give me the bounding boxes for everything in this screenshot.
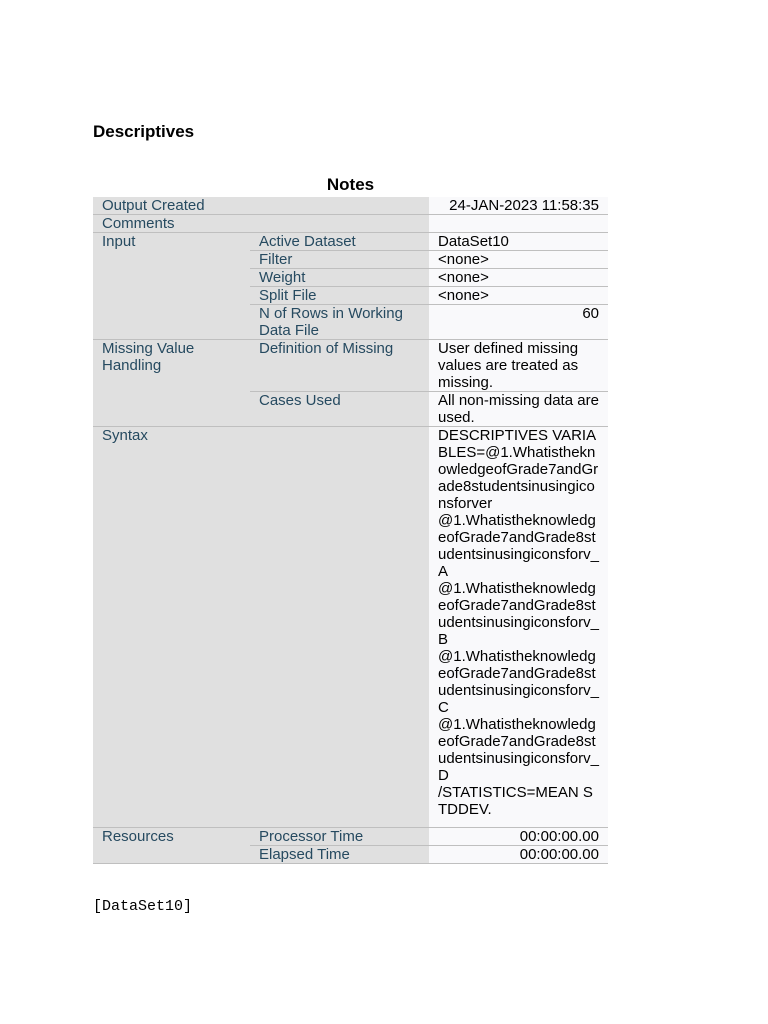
row-label-comments: Comments xyxy=(93,215,429,233)
row-label-input: Input xyxy=(93,233,250,340)
row-label-cases-used: Cases Used xyxy=(250,392,429,427)
dataset-tag: [DataSet10] xyxy=(93,898,193,915)
row-label-active-dataset: Active Dataset xyxy=(250,233,429,251)
section-heading: Descriptives xyxy=(93,122,195,141)
row-label-processor-time: Processor Time xyxy=(250,828,429,846)
row-label-definition-of-missing: Definition of Missing xyxy=(250,340,429,392)
processor-time-value: 00:00:00.00 xyxy=(429,828,608,846)
row-label-resources: Resources xyxy=(93,828,250,864)
table-row xyxy=(93,340,608,392)
table-row xyxy=(93,215,608,233)
table-row xyxy=(93,233,608,251)
weight-value: <none> xyxy=(429,269,608,287)
output-created-value: 24-JAN-2023 11:58:35 xyxy=(429,197,608,215)
row-label-filter: Filter xyxy=(250,251,429,269)
syntax-value: DESCRIPTIVES VARIABLES=@1.WhatistheknowledgeofGrade7andGrade8studentsinusingiconsforver @1.WhatistheknowledgeofGrade7andGrade8studentsinusingiconsforv_A @1.WhatistheknowledgeofGrade7andGrade8studentsinusingiconsforv_B @1.WhatistheknowledgeofGrade7andGrade8studentsinusingiconsforv_C @1.WhatistheknowledgeofGrade7andGrade8studentsinusingiconsforv_D /STATISTICS=MEAN STDDEV. xyxy=(429,427,608,828)
comments-value xyxy=(429,215,608,233)
row-label-syntax: Syntax xyxy=(93,427,429,828)
notes-table xyxy=(93,197,608,864)
row-label-split-file: Split File xyxy=(250,287,429,305)
row-label-missing-value-handling: Missing Value Handling xyxy=(93,340,250,427)
row-label-output-created: Output Created xyxy=(93,197,429,215)
filter-value: <none> xyxy=(429,251,608,269)
row-label-n-rows: N of Rows in Working Data File xyxy=(250,305,429,340)
split-file-value: <none> xyxy=(429,287,608,305)
table-row xyxy=(93,427,608,828)
table-row xyxy=(93,828,608,846)
row-label-elapsed-time: Elapsed Time xyxy=(250,846,429,864)
n-rows-value: 60 xyxy=(429,305,608,340)
notes-table-title: Notes xyxy=(326,175,375,194)
row-label-weight: Weight xyxy=(250,269,429,287)
cases-used-value: All non-missing data are used. xyxy=(429,392,608,427)
elapsed-time-value: 00:00:00.00 xyxy=(429,846,608,864)
definition-of-missing-value: User defined missing values are treated as missing. xyxy=(429,340,608,392)
active-dataset-value: DataSet10 xyxy=(429,233,608,251)
table-row xyxy=(93,197,608,215)
